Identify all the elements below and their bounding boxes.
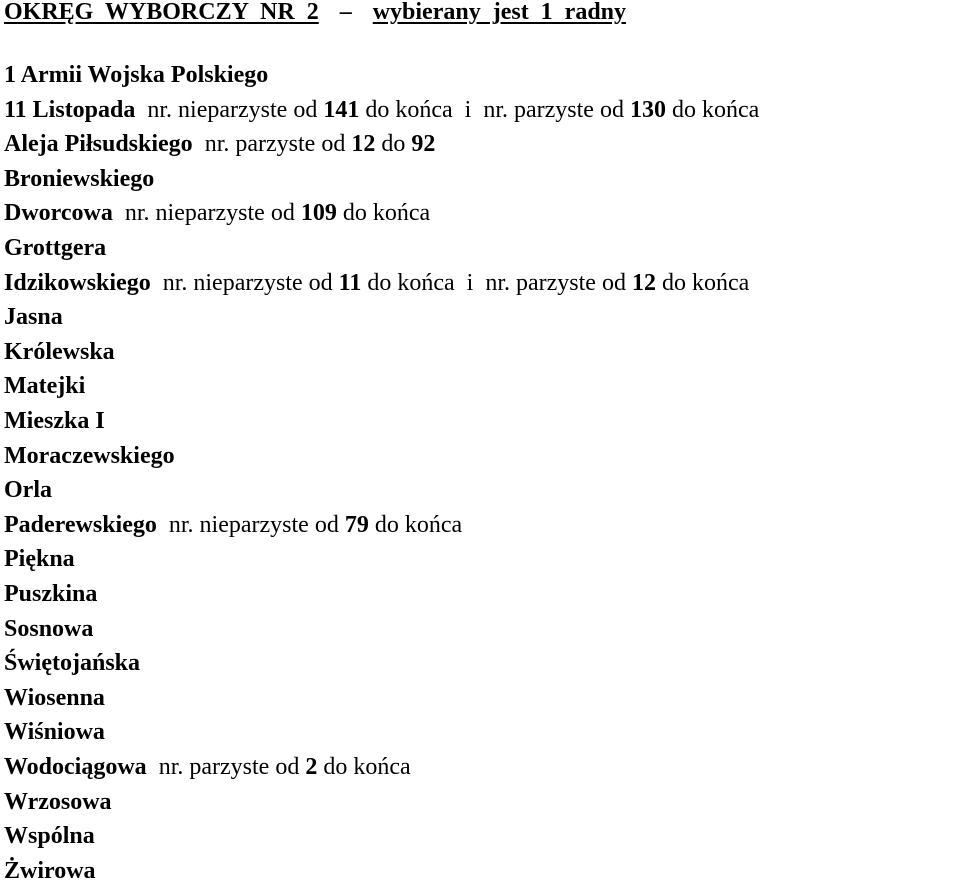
street-name: Broniewskiego xyxy=(4,165,155,192)
street-line xyxy=(4,685,105,712)
number-range-text: do końca i nr. parzyste od xyxy=(361,269,632,296)
street-name: Dworcowa xyxy=(4,200,113,227)
number-range-text: nr. nieparzyste od xyxy=(150,269,339,296)
house-number: 11 xyxy=(338,269,362,296)
number-range-text: do końca xyxy=(317,754,411,780)
street-name: Wspólna xyxy=(4,823,95,850)
street-line xyxy=(4,477,52,504)
street-name: 11 Listopada xyxy=(4,96,136,123)
street-name: Świętojańska xyxy=(4,650,141,677)
house-number: 2 xyxy=(305,754,318,780)
street-line xyxy=(4,97,759,124)
street-line xyxy=(4,131,435,158)
street-name: Mieszka I xyxy=(4,408,105,434)
street-name: Wodociągowa xyxy=(4,754,147,780)
street-line xyxy=(4,616,93,643)
street-line xyxy=(4,200,430,227)
street-name: Piękna xyxy=(4,546,75,573)
street-line xyxy=(4,62,268,89)
number-range-text: nr. nieparzyste od xyxy=(156,511,345,538)
house-number: 79 xyxy=(344,511,369,538)
house-number: 130 xyxy=(629,96,666,123)
house-number: 109 xyxy=(300,200,337,227)
house-number: 12 xyxy=(351,131,376,158)
street-line xyxy=(4,235,106,262)
street-name: Puszkina xyxy=(4,581,98,607)
street-line xyxy=(4,823,95,850)
street-name: Orla xyxy=(4,477,52,504)
street-line xyxy=(4,408,105,435)
street-line xyxy=(4,789,112,816)
street-name: Wrzosowa xyxy=(4,788,112,815)
number-range-text: do końca i nr. parzyste od xyxy=(359,96,630,123)
street-name: Aleja Piłsudskiego xyxy=(4,131,193,158)
number-range-text: nr. nieparzyste od xyxy=(112,200,301,227)
number-range-text: nr. parzyste od xyxy=(146,754,306,780)
number-range-text: nr. nieparzyste od xyxy=(135,96,324,123)
number-range-text: do końca xyxy=(665,96,760,123)
street-line xyxy=(4,754,411,781)
street-name: Żwirowa xyxy=(4,857,96,884)
street-line xyxy=(4,512,462,539)
street-line xyxy=(4,373,85,400)
number-range-text: do końca xyxy=(655,269,750,296)
street-name: Moraczewskiego xyxy=(4,442,175,469)
street-name: 1 Armii Wojska Polskiego xyxy=(4,62,269,88)
street-line xyxy=(4,650,140,677)
street-line xyxy=(4,270,749,297)
house-number: 92 xyxy=(411,131,436,158)
street-line xyxy=(4,166,154,193)
heading-district-number: OKRĘG WYBORCZY NR 2 xyxy=(4,0,319,25)
street-name: Królewska xyxy=(4,338,115,365)
street-name: Wiosenna xyxy=(4,684,105,711)
house-number: 141 xyxy=(323,96,360,123)
number-range-text: do końca xyxy=(336,200,431,227)
number-range-text: nr. parzyste od xyxy=(192,131,352,158)
number-range-text: do końca xyxy=(368,511,463,538)
street-name: Matejki xyxy=(4,373,86,400)
street-name: Grottgera xyxy=(4,235,107,261)
house-number: 12 xyxy=(631,269,656,296)
street-line xyxy=(4,719,105,746)
district-heading xyxy=(4,0,626,26)
street-name: Paderewskiego xyxy=(4,511,157,538)
street-name: Wiśniowa xyxy=(4,719,105,746)
street-line xyxy=(4,581,97,608)
street-line xyxy=(4,858,96,885)
heading-seat-count: wybierany jest 1 radny xyxy=(372,0,627,25)
number-range-text: do xyxy=(375,131,412,158)
street-line xyxy=(4,339,115,366)
street-name: Idzikowskiego xyxy=(4,269,151,296)
street-line xyxy=(4,443,175,470)
street-line xyxy=(4,546,75,573)
street-line xyxy=(4,304,63,331)
heading-dash: – xyxy=(339,0,352,25)
street-name: Jasna xyxy=(4,304,63,331)
street-name: Sosnowa xyxy=(4,615,94,642)
